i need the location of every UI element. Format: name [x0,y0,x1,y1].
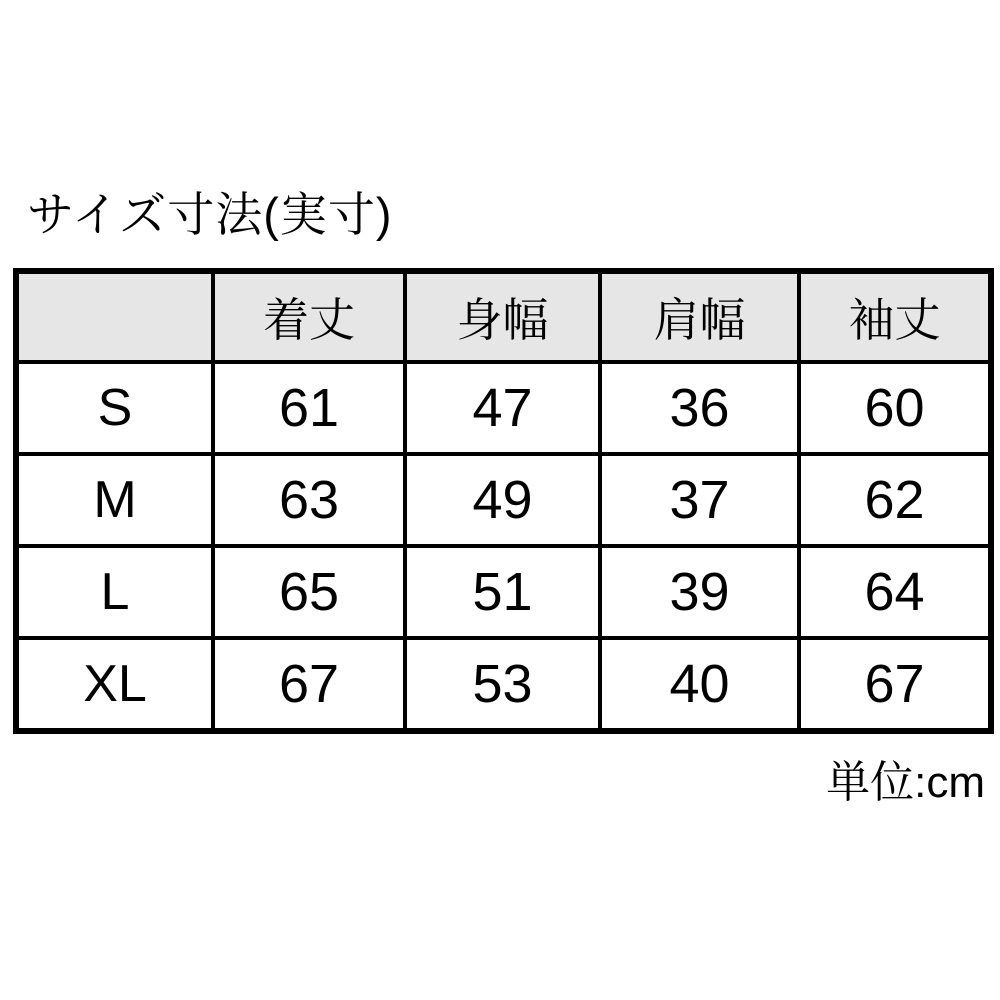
value-cell: 67 [799,638,991,731]
unit-note: 単位:cm [826,758,985,807]
value-cell: 47 [405,362,600,454]
column-header-shoulder-width: 肩幅 [600,271,799,362]
value-cell: 36 [600,362,799,454]
column-header-body-length: 着丈 [213,271,405,362]
value-cell: 64 [799,546,991,638]
size-table [13,268,994,734]
value-cell: 51 [405,546,600,638]
size-label-m: M [16,454,213,546]
table-row-xl [16,638,991,731]
value-cell: 37 [600,454,799,546]
value-cell: 67 [213,638,405,731]
value-cell: 65 [213,546,405,638]
size-label-s: S [16,362,213,454]
page-title: サイズ寸法(実寸) [27,188,393,241]
value-cell: 39 [600,546,799,638]
corner-cell [16,271,213,362]
value-cell: 49 [405,454,600,546]
value-cell: 63 [213,454,405,546]
value-cell: 60 [799,362,991,454]
value-cell: 62 [799,454,991,546]
value-cell: 40 [600,638,799,731]
size-label-l: L [16,546,213,638]
column-header-body-width: 身幅 [405,271,600,362]
table-row-l [16,546,991,638]
value-cell: 53 [405,638,600,731]
value-cell: 61 [213,362,405,454]
column-header-sleeve-length: 袖丈 [799,271,991,362]
table-row-m [16,454,991,546]
table-header-row [16,271,991,362]
table-row-s [16,362,991,454]
size-label-xl: XL [16,638,213,731]
